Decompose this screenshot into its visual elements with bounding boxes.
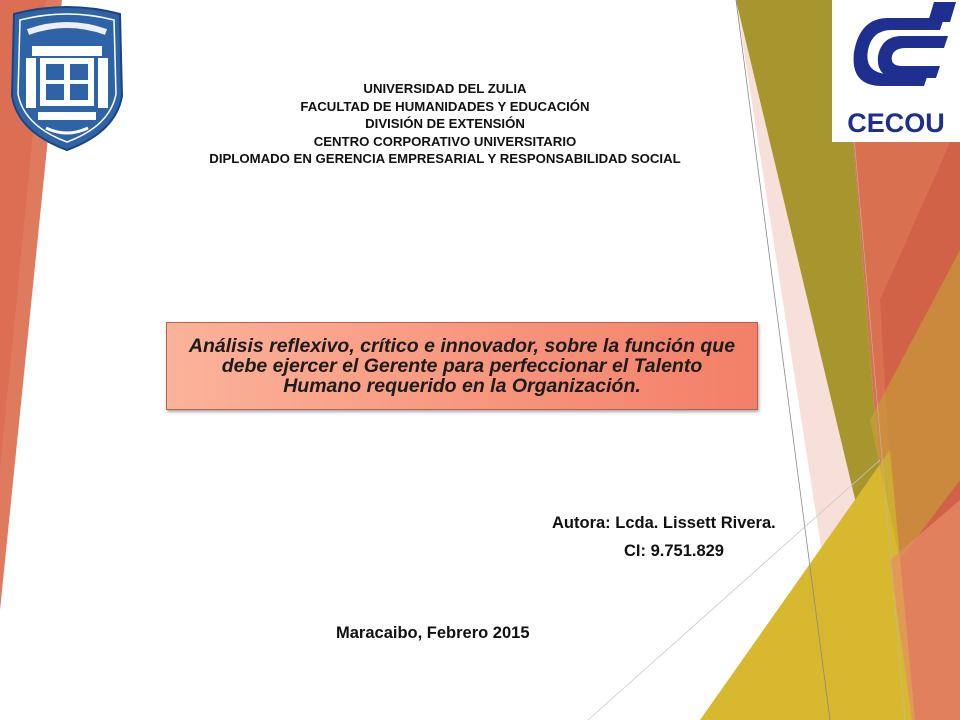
author-id: CI: 9.751.829 [624,542,724,560]
slide-title: Análisis reflexivo, crítico e innovador, sobre la función que debe ejercer el Gerente para perfeccionar el Talento Humano requerido en la Organización. [188,335,736,397]
cecou-logo-text: CECOU [847,108,945,138]
header-line-division: DIVISIÓN DE EXTENSIÓN [365,116,525,131]
header-line-center: CENTRO CORPORATIVO UNIVERSITARIO [313,133,577,149]
header-line-faculty: FACULTAD DE HUMANIDADES Y EDUCACIÓN [300,98,590,114]
header-line-diploma: DIPLOMADO EN GERENCIA EMPRESARIAL Y RESPONSABILIDAD SOCIAL [209,151,681,166]
title-box [166,322,758,410]
institution-header [150,80,740,168]
author-line: Autora: Lcda. Lissett Rivera. [552,514,776,532]
cecou-logo-icon [832,0,960,142]
university-seal-icon [6,4,128,152]
header-line-university: UNIVERSIDAD DEL ZULIA [363,81,527,96]
place-date: Maracaibo, Febrero 2015 [336,624,530,642]
